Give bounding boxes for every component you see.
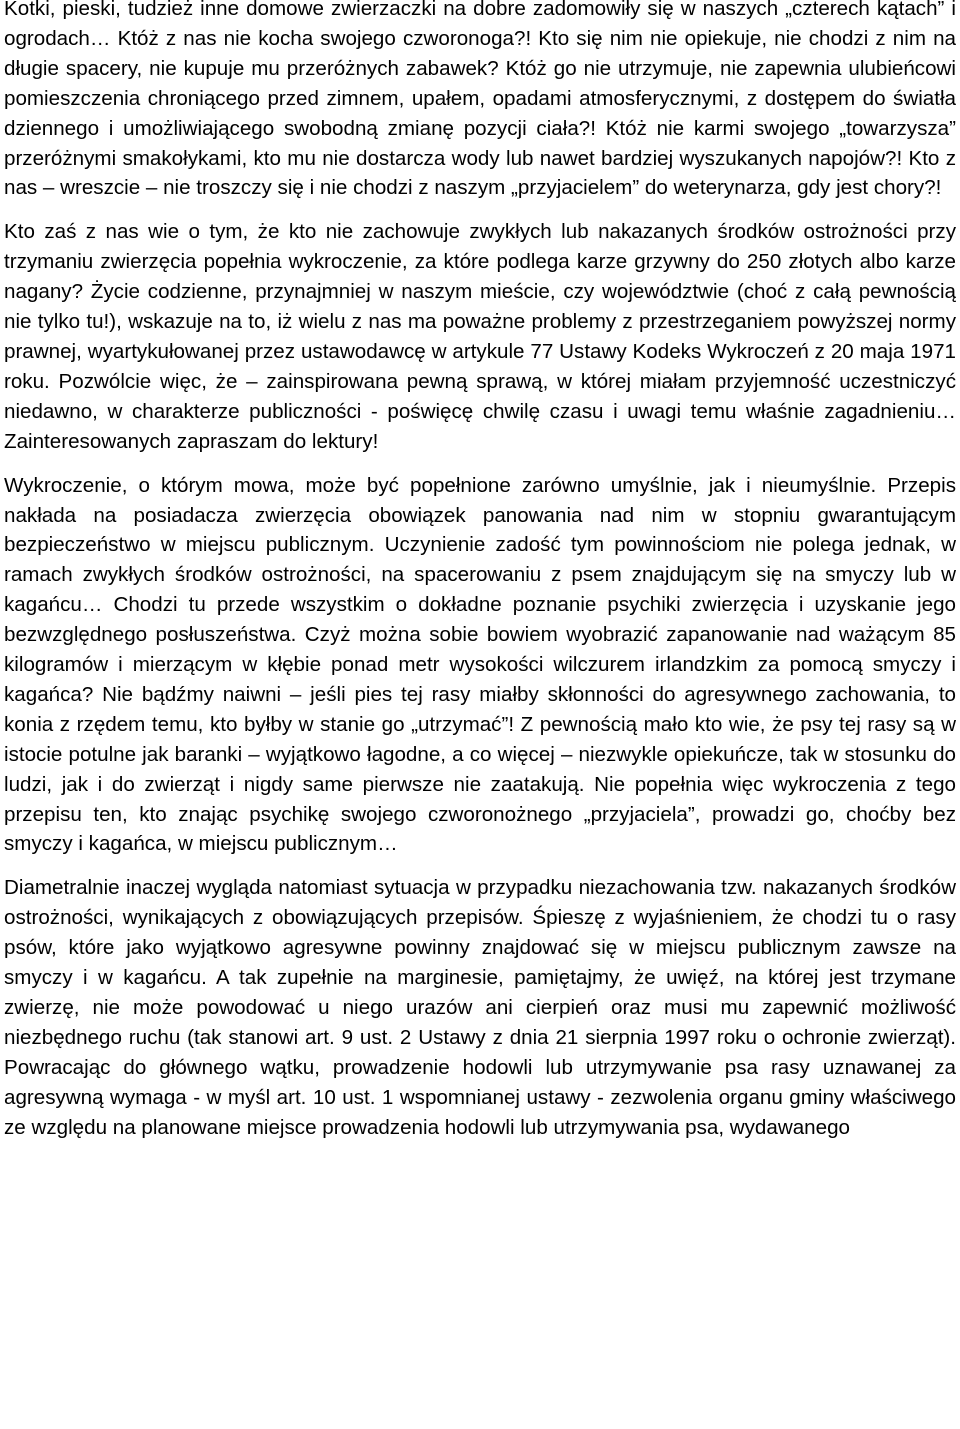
paragraph-offence-explanation: Wykroczenie, o którym mowa, może być popełnione zarówno umyślnie, jak i nieumyślnie. Przepis nakłada na posiadacza zwierzęcia obowiązek panowania nad nim w stopniu gwarantującym bezpieczeństwo w miejscu publicznym. Uczynienie zadość tym powinnościom nie polega jednak, w ramach zwykłych środków ostrożności, na spacerowaniu z psem znajdującym się na smyczy lub w kagańcu… Chodzi tu przede wszystkim o dokładne poznanie psychiki zwierzęcia i uzyskanie jego bezwzględnego posłuszeństwa. Czyż można sobie bowiem wyobrazić zapanowanie nad ważącym 85 kilogramów i mierzącym w kłębie ponad metr wysokości wilczurem irlandzkim za pomocą smyczy i kagańca? Nie bądźmy naiwni – jeśli pies tej rasy miałby skłonności do agresywnego zachowania, to konia z rzędem temu, kto byłby w stanie go „utrzymać”! Z pewnością mało kto wie, że psy tej rasy są w istocie potulne jak baranki – wyjątkowo łagodne, a co więcej – niezwykle opiekuńcze, tak w stosunku do ludzi, jak i do zwierząt i nigdy same pierwsze nie zaatakują. Nie popełnia więc wykroczenia z tego przepisu ten, kto znając psychikę swojego czworonożnego „przyjaciela”, prowadzi go, choćby bez smyczy i kagańca, w miejscu publicznym… [4, 473, 956, 856]
paragraph-legal-norm: Kto zaś z nas wie o tym, że kto nie zachowuje zwykłych lub nakazanych środków ostrożności przy trzymaniu zwierzęcia popełnia wykroczenie, za które podlega karze grzywny do 250 złotych albo karze nagany? Życie codzienne, przynajmniej w naszym mieście, czy województwie (choć z całą pewnością nie tylko tu!), wskazuje na to, iż wielu z nas ma poważne problemy z przestrzeganiem powyższej normy prawnej, wyartykułowanej przez ustawodawcę w artykule 77 Ustawy Kodeks Wykroczeń z 20 maja 1971 roku. Pozwólcie więc, że – zainspirowana pewną sprawą, w której miałam przyjemność uczestniczyć niedawno, w charakterze publiczności - poświęcę chwilę czasu i uwagi temu właśnie zagadnieniu… Zainteresowanych zapraszam do lektury! [4, 220, 956, 453]
paragraph-aggressive-breeds: Diametralnie inaczej wygląda natomiast sytuacja w przypadku niezachowania tzw. nakazanych środków ostrożności, wynikających z obowiązujących przepisów. Śpieszę z wyjaśnieniem, że chodzi tu o rasy psów, które jako wyjątkowo agresywne powinny znajdować się w miejscu publicznym zawsze na smyczy i w kagańcu. A tak zupełnie na marginesie, pamiętajmy, że uwięź, na której jest trzymane zwierzę, nie może powodować u niego urazów ani cierpień oraz musi mu zapewnić możliwość niezbędnego ruchu (tak stanowi art. 9 ust. 2 Ustawy z dnia 21 sierpnia 1997 roku o ochronie zwierząt). Powracając do głównego wątku, prowadzenie hodowli lub utrzymywanie psa rasy uznawanej za agresywną wymaga - w myśl art. 10 ust. 1 wspomnianej ustawy - zezwolenia organu gminy właściwego ze względu na planowane miejsce prowadzenia hodowli lub utrzymywania psa, wydawanego [4, 876, 956, 1139]
paragraph-intro: Kotki, pieski, tudzież inne domowe zwierzaczki na dobre zadomowiły się w naszych „czterech kątach” i ogrodach… Któż z nas nie kocha swojego czworonoga?! Kto się nim nie opiekuje, nie chodzi z nim na długie spacery, nie kupuje mu przeróżnych zabawek? Któż go nie utrzymuje, nie zapewnia ulubieńcowi pomieszczenia chroniącego przed zimnem, upałem, opadami atmosferycznymi, z dostępem do światła dziennego i umożliwiającego swobodną zmianę pozycji ciała?! Któż nie karmi swojego „towarzysza” przeróżnymi smakołykami, kto mu nie dostarcza wody lub nawet bardziej wyszukanych napojów?! Kto z nas – wreszcie – nie troszczy się i nie chodzi z naszym „przyjacielem” do weterynarza, gdy jest chory?! [4, 0, 956, 200]
